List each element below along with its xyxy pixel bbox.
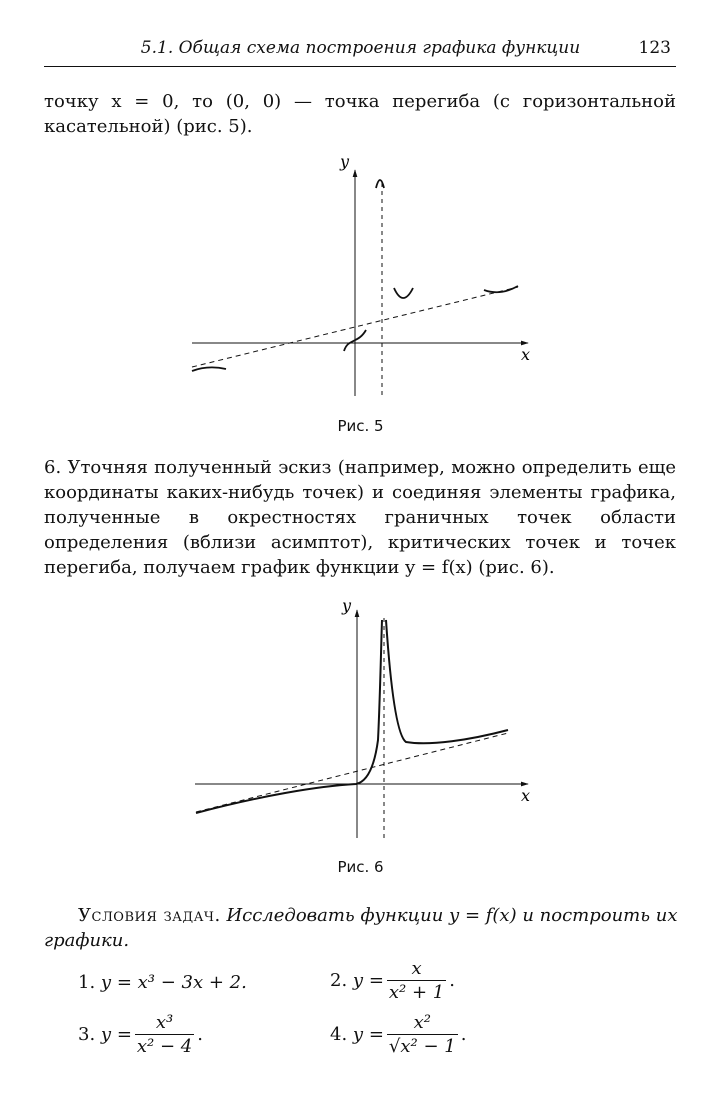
exercise-2-denominator: x² + 1 [388, 982, 445, 1003]
fig5-left-branch [192, 367, 226, 371]
exercise-4-number: 4. [330, 1024, 348, 1045]
exercise-3-lhs: y = [100, 1024, 132, 1045]
exercise-1-expression: x³ − 3x + 2. [137, 972, 247, 993]
tasks-instruction: Исследовать функции y = f(x) и построить их графики. [44, 905, 678, 951]
figure-6-graph [0, 590, 721, 850]
exercise-2: 2. y = $\frac{x}{\text{x² + 1}}$ . [330, 958, 455, 1003]
exercise-4: 4. y = $\frac{\text{x²}}{\text{√x² − 1}}$ . [330, 1012, 467, 1057]
exercise-2-numerator: x [411, 958, 422, 979]
exercise-1-lhs: y = [100, 972, 132, 993]
exercise-1 [78, 972, 247, 993]
exercise-4-fraction [387, 1012, 458, 1057]
exercise-3-numerator: x³ [155, 1012, 174, 1033]
exercise-2-fraction [387, 958, 446, 1003]
figure-6-caption: Рис. 6 [337, 858, 384, 876]
fig5-local-minimum [394, 288, 413, 298]
paragraph-inflection-note: точку x = 0, то (0, 0) — точка перегиба (с горизонтальной касательной) (рис. 5). [44, 91, 676, 137]
exercise-4-lhs: y = [352, 1024, 384, 1045]
fig5-y-label: y [340, 152, 350, 171]
paragraph-step-6: 6. Уточняя полученный эскиз (например, можно определить еще координаты каких-нибудь точек) и соединяя элементы графика, полученные в окрестностях граничных точек области определения (вблизи асимптот), критических точек и точек перегиба, получаем график функции y = f(x) (рис. 6). [44, 457, 676, 578]
exercise-4-denominator: √x² − 1 [388, 1036, 456, 1057]
header-rule [44, 66, 676, 67]
exercise-3-number: 3. [78, 1024, 96, 1045]
tasks-heading-block [44, 903, 684, 953]
figure-5-sketch [0, 150, 721, 410]
exercise-1-number: 1. [78, 972, 96, 993]
page-number: 123 [638, 38, 671, 58]
fig6-oblique-asymptote [196, 733, 508, 812]
exercise-3: 3. y = $\frac{\text{x³}}{\text{x² − 4}}$ . [78, 1012, 203, 1057]
fig6-x-label: x [521, 786, 531, 805]
exercise-3-fraction [135, 1012, 194, 1057]
fig6-y-label: y [342, 596, 352, 615]
fig5-x-label: x [521, 345, 531, 364]
exercise-2-lhs: y = [352, 970, 384, 991]
running-head-title: 5.1. Общая схема построения графика функции [140, 38, 581, 58]
fig5-branch-top [376, 180, 384, 188]
tasks-heading: Условия задач. [78, 905, 221, 926]
fig5-right-branch [484, 286, 518, 292]
figure-5-caption: Рис. 5 [337, 417, 384, 435]
exercise-3-denominator: x² − 4 [136, 1036, 193, 1057]
exercise-4-numerator: x² [413, 1012, 431, 1033]
exercise-2-number: 2. [330, 970, 348, 991]
fig6-graph-right [386, 620, 508, 743]
